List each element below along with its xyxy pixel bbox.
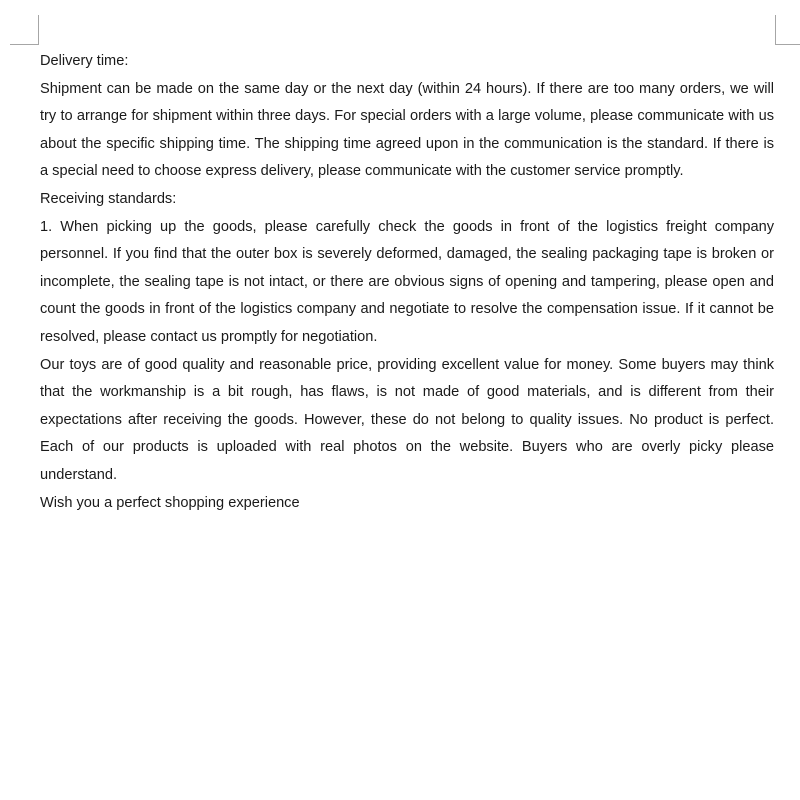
crop-mark-top-left [10,15,39,45]
paragraph-delivery-details: Shipment can be made on the same day or the next day (within 24 hours). If there are too many orders, we will try to arrange for shipment within three days. For special orders with a large volume, please communicate with us about the specific shipping time. The shipping time agreed upon in the communication is the standard. If there is a special need to choose express delivery, please communicate with the customer service promptly. [40,80,774,180]
paragraph-closing: Wish you a perfect shopping experience [40,494,300,511]
document-body[interactable] [40,48,774,517]
heading-receiving-standards: Receiving standards: [40,190,177,207]
paragraph-receiving-rule-1: 1. When picking up the goods, please carefully check the goods in front of the logistics freight company personnel. If you find that the outer box is severely deformed, damaged, the sealing packaging tape is broken or incomplete, the sealing tape is not intact, or there are obvious signs of opening and tampering, please open and count the goods in front of the logistics company and negotiate to resolve the compensation issue. If it cannot be resolved, please contact us promptly for negotiation. [40,218,774,345]
heading-delivery-time: Delivery time: [40,53,129,69]
paragraph-quality-notice: Our toys are of good quality and reasonable price, providing excellent value for money. Some buyers may think that the workmanship is a bit rough, has flaws, is not made of good materials, and is different from their expectations after receiving the goods. However, these do not belong to quality issues. No product is perfect. Each of our products is uploaded with real photos on the website. Buyers who are overly picky please understand. [40,356,774,483]
crop-mark-top-right [775,15,800,45]
